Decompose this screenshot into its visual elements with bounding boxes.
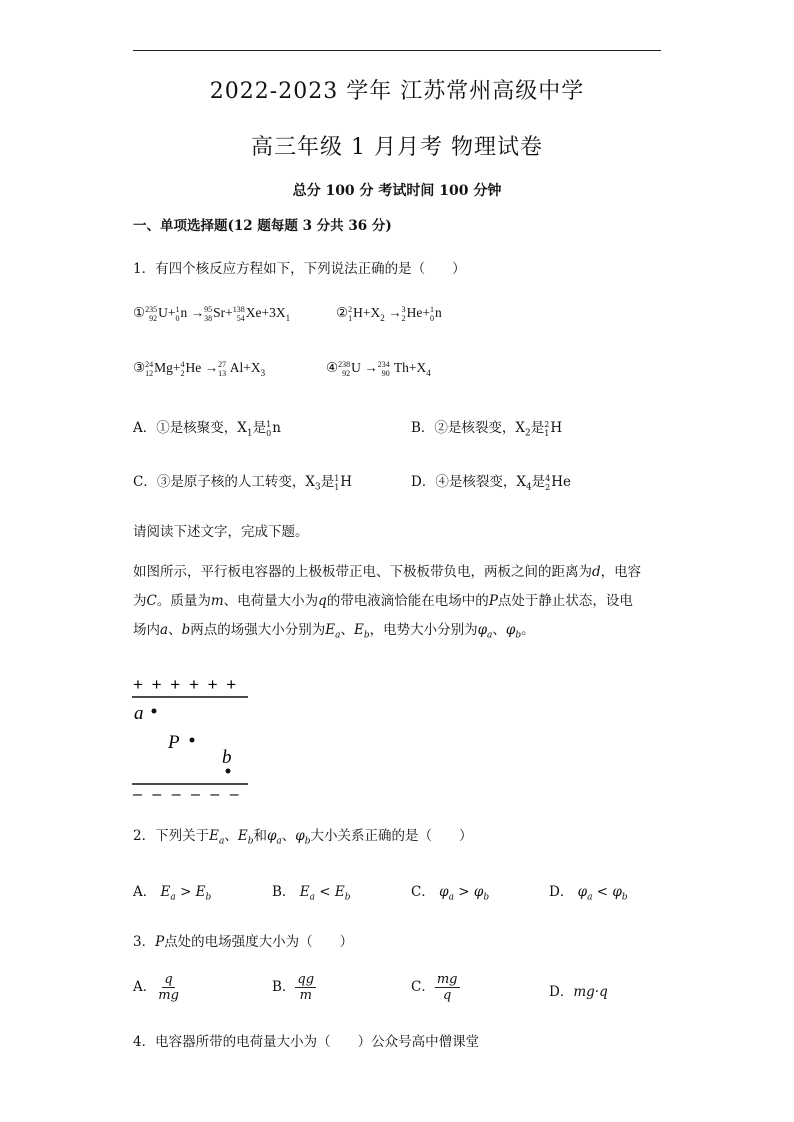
point-a-label: a	[134, 703, 144, 724]
q3-option-c[interactable]: C． $\frac{mg}{q}$	[411, 972, 458, 1003]
bottom-plate-signs: – – – – – –	[133, 786, 242, 802]
reading-paragraph: 如图所示，平行板电容器的上极板带正电、下极板带负电，两板之间的距离为d，电容 为C。质量为m、电荷量大小为q的带电液滴恰能在电场中的P点处于静止状态，设电 场内a、b两点的场强大小分别为$E_a$、$E_b$，电势大小分别为$\varphi_a$、$\varphi_b$。	[133, 564, 642, 641]
q2-option-d[interactable]: D． $\varphi_a < \varphi_b$	[549, 884, 628, 903]
q1-option-b[interactable]: B．②是核裂变，$X_2$是 2 1 H	[411, 419, 563, 439]
point-p-dot	[190, 738, 195, 743]
q2-stem: 2．下列关于$E_a$、$E_b$和$\varphi_a$、$\varphi_b$大小关系正确的是（ ）	[133, 828, 473, 847]
point-p-label: P	[168, 732, 180, 753]
q1-option-a[interactable]: A．①是核聚变，$X_1$是 1 0 n	[133, 419, 281, 439]
q1-equation-3: ③ 24 12 Mg+ 4 2 He → 27 13 $Al+X_3$	[133, 360, 266, 378]
point-a-dot	[152, 709, 157, 714]
q1-equation-4: ④ 238 92 U → 234 90 $Th+X_4$	[326, 360, 431, 378]
q2-option-c[interactable]: C． $\varphi_a > \varphi_b$	[411, 884, 490, 903]
q2-option-b[interactable]: B． $E_a < E_b$	[272, 884, 351, 903]
q4-stem: 4．电容器所带的电荷量大小为（ ）公众号高中僧课堂	[133, 1034, 480, 1050]
top-plate-signs: + + + + + +	[133, 675, 239, 694]
top-rule	[133, 50, 661, 51]
q2-option-a[interactable]: A． $E_a > E_b$	[133, 884, 212, 903]
q1-equation-1: ① 235 92 U+ 1 0 n → 95 38 Sr+ 138 54 $Xe+3X_1$	[133, 305, 291, 323]
capacitor-diagram	[128, 672, 258, 802]
q3-option-d[interactable]: D．mg·q	[549, 984, 608, 1000]
q1-option-c[interactable]: C．③是原子核的人工转变，$X_3$是 1 1 H	[133, 473, 353, 493]
exam-title-line2: 高三年级 1 月月考 物理试卷	[251, 135, 543, 160]
exam-info: 总分 100 分 考试时间 100 分钟	[292, 183, 502, 199]
exam-title-line1: 2022-2023 学年 江苏常州高级中学	[209, 79, 585, 104]
q1-equation-2: ② 2 1 $H+X_2$ → 3 2 He+ 1 0 n	[336, 305, 442, 323]
q3-option-a[interactable]: A． $\frac{q}{mg}$	[133, 972, 179, 1003]
q3-stem: 3．P点处的电场强度大小为（ ）	[133, 934, 354, 950]
section-heading: 一、单项选择题(12 题每题 3 分共 36 分)	[133, 218, 392, 234]
q1-stem: 1．有四个核反应方程如下，下列说法正确的是（ ）	[133, 261, 466, 277]
q1-option-d[interactable]: D．④是核裂变，$X_4$是 4 2 He	[411, 473, 572, 493]
point-b-dot	[226, 769, 231, 774]
q3-option-b[interactable]: B． $\frac{qg}{m}$	[272, 972, 315, 1003]
reading-intro: 请阅读下述文字，完成下题。	[133, 524, 309, 540]
point-b-label: b	[222, 747, 232, 768]
